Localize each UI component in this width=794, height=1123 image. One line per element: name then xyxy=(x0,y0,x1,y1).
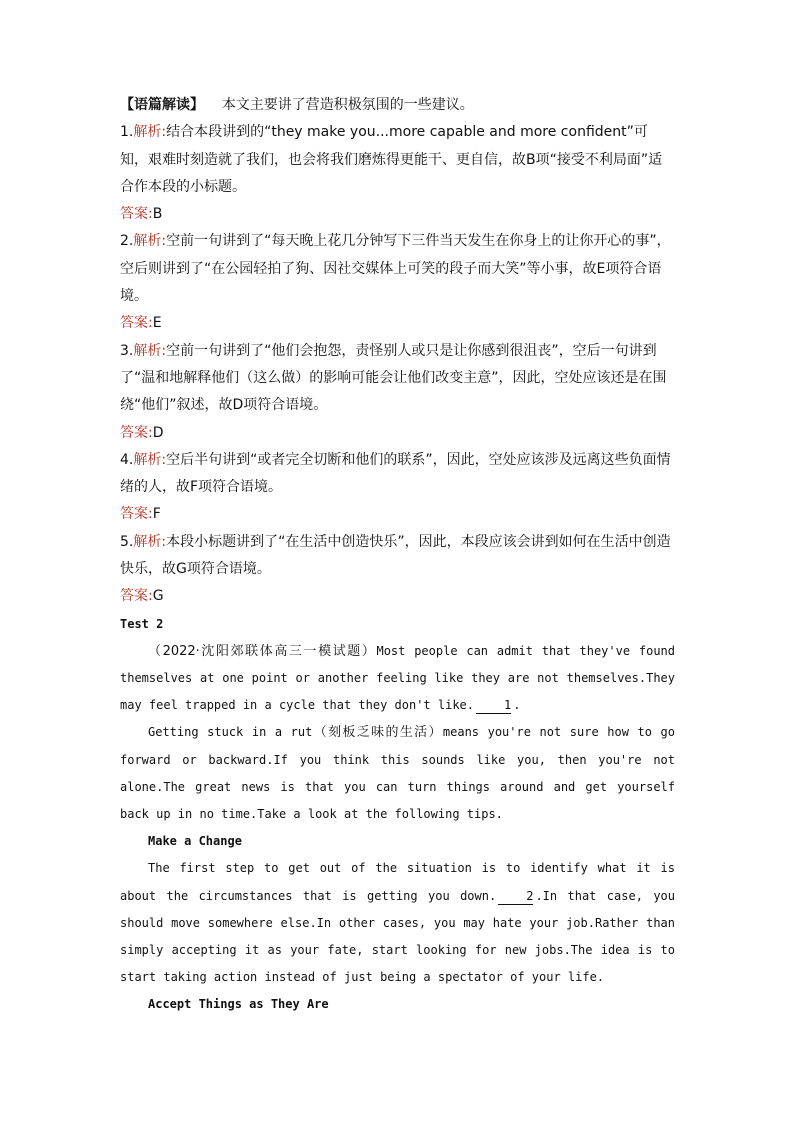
answer-value: B xyxy=(152,206,163,223)
analysis-label: 解析: xyxy=(133,342,167,359)
reading-text: 本文主要讲了营造积极氛围的一些建议。 xyxy=(221,97,474,113)
item-number: 4. xyxy=(120,451,134,468)
test-title: Test 2 xyxy=(120,616,164,631)
answer-label: 答案: xyxy=(120,588,153,605)
paragraph-text: The first step to get out of the situation is to identify what it is about the circumstances that is getting you down. xyxy=(120,861,675,903)
paragraph-text: Getting stuck in a rut xyxy=(148,725,313,740)
blank-1: 1 xyxy=(476,698,511,714)
analysis-text: 本段小标题讲到了“在生活中创造快乐”，因此，本段应该会讲到如何在生活中创造快乐，故G项符合语境。 xyxy=(120,533,671,578)
answer-label: 答案: xyxy=(120,424,153,441)
answer-value: D xyxy=(152,424,164,441)
document-page xyxy=(120,92,675,1019)
analysis-item-5 xyxy=(120,529,675,584)
test-paragraph-1 xyxy=(120,638,675,720)
answer-5 xyxy=(120,583,675,610)
analysis-item-2 xyxy=(120,228,675,310)
analysis-label: 解析: xyxy=(133,533,167,550)
answer-3 xyxy=(120,420,675,447)
analysis-label: 解析: xyxy=(133,233,167,250)
test-paragraph-2 xyxy=(120,719,675,828)
blank-2: 2 xyxy=(498,889,533,905)
reading-summary xyxy=(120,92,675,119)
analysis-text: 结合本段讲到的“they make you...more capable and more confident”可知，艰难时刻造就了我们，也会将我们磨炼得更能干、更自信，故B项“接受不利局面”适合作本段的小标题。 xyxy=(120,124,663,195)
analysis-text: 空后半句讲到“或者完全切断和他们的联系”，因此，空处应该涉及远离这些负面情绪的人，故F项符合语境。 xyxy=(120,451,671,496)
analysis-text: 空前一句讲到了“他们会抱怨，责怪别人或只是让你感到很沮丧”，空后一句讲到了“温和地解释他们（这么做）的影响可能会让他们改变主意”，因此，空处应该还是在围绕“他们”叙述，故D项符合语境。 xyxy=(120,342,667,414)
answer-1 xyxy=(120,201,675,228)
reading-label: 【语篇解读】 xyxy=(120,97,204,113)
gloss-note: （刻板乏味的生活） xyxy=(312,725,443,741)
subheading-make-a-change: Make a Change xyxy=(148,834,242,849)
answer-value: F xyxy=(152,506,161,523)
paragraph-text: Most people can admit that they've found themselves at one point or another feeling like they are not themselves.They may feel trapped in a cycle that they don't like. xyxy=(120,643,676,713)
answer-value: E xyxy=(152,315,162,332)
analysis-item-4 xyxy=(120,447,675,502)
analysis-item-3 xyxy=(120,338,675,420)
answer-label: 答案: xyxy=(120,315,153,332)
item-number: 1. xyxy=(120,124,134,141)
paragraph-text: means you're not sure how to go forward or backward.If you think this sounds like you, then you're not alone.The great news is that you can turn things around and get yourself back up in no time.Take a look at the following tips. xyxy=(120,725,675,822)
answer-2 xyxy=(120,310,675,337)
test-paragraph-3 xyxy=(120,855,675,991)
item-number: 5. xyxy=(120,533,134,550)
analysis-label: 解析: xyxy=(133,451,167,468)
item-number: 3. xyxy=(120,342,134,359)
paragraph-end: . xyxy=(513,698,521,713)
analysis-label: 解析: xyxy=(133,124,167,141)
answer-label: 答案: xyxy=(120,506,153,523)
source-note: （2022·沈阳郊联体高三一模试题） xyxy=(148,643,377,659)
analysis-item-1 xyxy=(120,119,675,201)
subheading-accept-things: Accept Things as They Are xyxy=(148,997,329,1012)
analysis-text: 空前一句讲到了“每天晚上花几分钟写下三件当天发生在你身上的让你开心的事”，空后则讲到了“在公园轻拍了狗、因社交媒体上可笑的段子而大笑”等小事，故E项符合语境。 xyxy=(120,233,671,305)
item-number: 2. xyxy=(120,233,134,250)
paragraph-text: .In that case, you should move somewhere else.In other cases, you may hate your job.Rather than simply accepting it as your fate, start looking for new jobs.The idea is to start taking action instead of just being a spectator of your life. xyxy=(120,888,675,985)
answer-value: G xyxy=(152,588,164,605)
answer-label: 答案: xyxy=(120,206,153,223)
answer-4 xyxy=(120,501,675,528)
